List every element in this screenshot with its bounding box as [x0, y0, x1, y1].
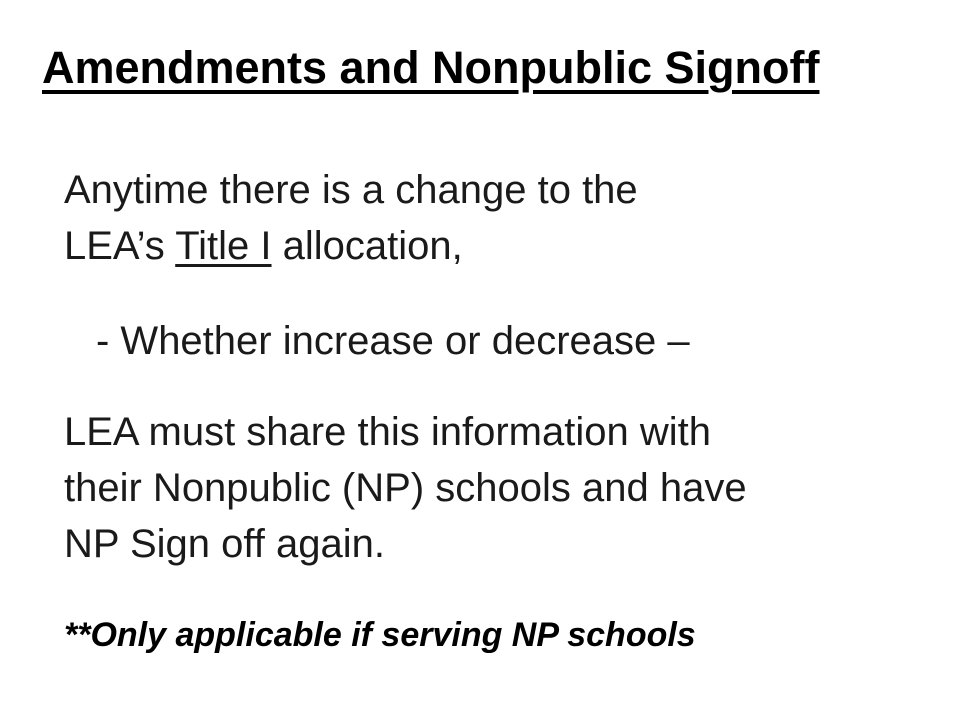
share-line-1: LEA must share this information with [64, 410, 711, 454]
lea-prefix: LEA’s [64, 224, 176, 268]
change-line-1: Anytime there is a change to the [64, 168, 638, 212]
slide-title: Amendments and Nonpublic Signoff [42, 42, 820, 93]
increase-decrease-line: - Whether increase or decrease – [96, 319, 690, 363]
change-paragraph [64, 162, 638, 274]
applicability-note: **Only applicable if serving NP schools [64, 616, 696, 654]
allocation-suffix: allocation, [271, 224, 463, 268]
share-line-2: their Nonpublic (NP) schools and have [64, 466, 747, 510]
change-line-2 [64, 218, 638, 274]
lea-share-paragraph [64, 404, 747, 572]
share-line-3: NP Sign off again. [64, 522, 385, 566]
title-i-emphasis: Title I [175, 224, 272, 268]
